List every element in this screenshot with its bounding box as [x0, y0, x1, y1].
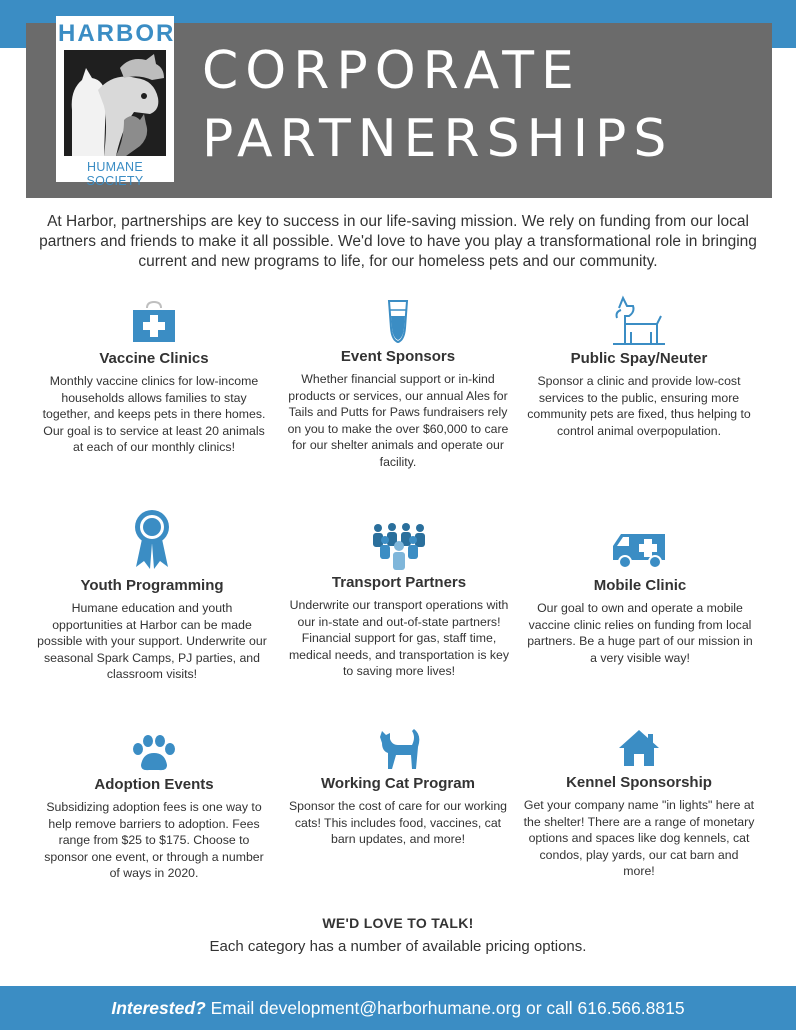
- category-mobile-clinic: [524, 530, 756, 666]
- category-kennel-sponsorship: [523, 728, 755, 880]
- intro-paragraph: At Harbor, partnerships are key to success in our life-saving mission. We rely on funding from our local partners and friends to make it all possible. We'd love to have you play a transformational role in bringing current and new programs to life, for our homeless pets and our community.: [39, 213, 757, 270]
- ambulance-icon: [611, 530, 669, 570]
- title-line-1: CORPORATE: [202, 41, 581, 101]
- paw-icon: [131, 735, 177, 771]
- logo-top-text: HARBOR: [58, 20, 176, 47]
- category-title: Mobile Clinic: [593, 577, 687, 594]
- contact-footer: [0, 986, 796, 1030]
- award-ribbon-icon: [132, 509, 172, 571]
- category-vaccine-clinics: [38, 300, 270, 456]
- category-adoption-events: [38, 735, 270, 882]
- logo-bottom-text: HUMANE SOCIETY: [86, 160, 144, 188]
- category-title: Kennel Sponsorship: [566, 774, 712, 791]
- medical-kit-icon: [129, 300, 179, 346]
- logo-animals-art: [64, 50, 166, 156]
- category-youth-programming: [36, 509, 268, 683]
- footer-contact-text[interactable]: Email development@harborhumane.org or call 616.566.8815: [205, 998, 685, 1018]
- category-title: Adoption Events: [94, 776, 214, 793]
- category-event-sponsors: [282, 298, 514, 470]
- category-description: Get your company name "in lights" here at the shelter! There are a range of monetary options and spaces like dog kennels, cat condos, play yards, our cat barn and more!: [523, 798, 755, 878]
- category-working-cat-program: [282, 727, 514, 848]
- category-title: Event Sponsors: [340, 348, 456, 365]
- closing-subtext: Each category has a number of available pricing options.: [209, 938, 587, 955]
- category-description: Sponsor a clinic and provide low-cost services to the public, ensuring more community pets are fixed, thus helping to control animal overpopulation.: [527, 374, 751, 438]
- category-description: Humane education and youth opportunities at Harbor can be made possible with your support. Underwrite our seasonal Spark Camps, PJ parties, and classroom visits!: [37, 601, 267, 681]
- house-icon: [617, 728, 661, 768]
- header-banner: [26, 20, 772, 198]
- closing-heading: WE'D LOVE TO TALK!: [322, 915, 474, 931]
- category-description: Sponsor the cost of care for our working cats! This includes food, vaccines, cat barn updates, and more!: [288, 799, 508, 846]
- cat-icon: [374, 727, 422, 771]
- page-title: [202, 37, 762, 173]
- category-description: Our goal to own and operate a mobile vaccine clinic relies on funding from local partners. Be a huge part of our mission in a very visible way!: [527, 601, 753, 665]
- category-title: Public Spay/Neuter: [570, 350, 708, 367]
- category-description: Whether financial support or in-kind products or services, our annual Ales for Tails and Putts for Paws fundraisers rely on you to make the over $60,000 to care for our shelter animals and operate our facility.: [287, 372, 509, 469]
- harbor-logo: [56, 16, 176, 188]
- people-group-icon: [370, 522, 428, 570]
- title-line-2: PARTNERSHIPS: [202, 109, 674, 169]
- category-public-spay-neuter: [523, 294, 755, 439]
- beer-glass-icon: [383, 298, 413, 346]
- category-title: Vaccine Clinics: [99, 350, 209, 367]
- dog-icon: [611, 294, 667, 346]
- category-description: Underwrite our transport operations with our in-state and out-of-state partners! Financial support for gas, staff time, medical needs, and transportation is key to saving more lives!: [288, 598, 510, 678]
- category-transport-partners: [283, 522, 515, 680]
- category-title: Youth Programming: [80, 577, 224, 594]
- category-title: Working Cat Program: [321, 775, 475, 792]
- footer-lead: Interested?: [111, 998, 206, 1018]
- category-title: Transport Partners: [331, 574, 467, 591]
- category-description: Monthly vaccine clinics for low-income households allows families to stay together, and keeps pets in there homes. Our goal is to service at least 20 animals at each of our monthly clinics!: [42, 374, 266, 454]
- category-description: Subsidizing adoption fees is one way to help remove barriers to adoption. Fees range from $25 to $175. Choose to sponsor one event, or through a number of ways in 2020.: [44, 800, 264, 880]
